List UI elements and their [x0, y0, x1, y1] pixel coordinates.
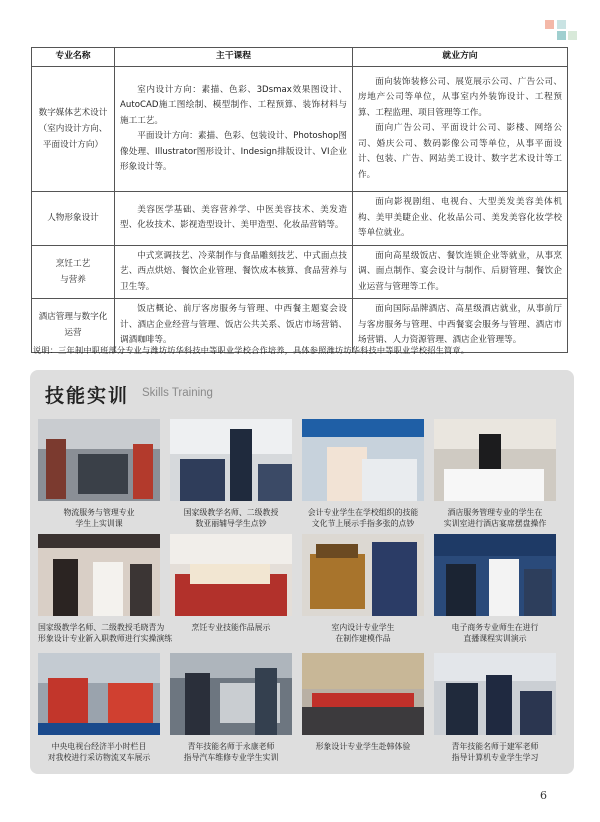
caption-line: 室内设计专业学生	[331, 623, 395, 632]
photo-caption	[38, 507, 160, 529]
course-paragraph: 室内设计方向：素描、色彩、3Dsmax效果图设计、AutoCAD施工图绘制、模型制作、工程预算、装饰材料与施工工艺。	[120, 84, 347, 126]
photo-card	[38, 419, 160, 529]
main-courses	[115, 299, 353, 353]
photo-caption	[170, 507, 292, 529]
photo-card	[170, 419, 292, 529]
photo-card	[434, 534, 556, 644]
caption-line: 数亚丽辅导学生点钞	[195, 519, 267, 528]
major-name-line: 数字媒体艺术设计	[38, 108, 108, 118]
course-paragraph: 饭店概论、前厅客房服务与管理、中西餐主题宴会设计、酒店企业经营与管理、饭店公共关系、饭店市场营销、调酒咖啡等。	[120, 304, 347, 345]
photo-card	[302, 534, 424, 644]
caption-line: 青年技能名师于永康老师	[187, 742, 275, 751]
caption-line: 物流服务与管理专业	[63, 508, 135, 517]
caption-line: 电子商务专业师生在进行	[451, 623, 539, 632]
photo-logistics-class	[38, 419, 160, 501]
photo-computer-class	[434, 653, 556, 735]
photo-card	[434, 653, 556, 763]
career-direction	[353, 67, 568, 192]
photo-card	[170, 534, 292, 633]
table-header-row	[32, 48, 568, 67]
major-name-line: 烹饪工艺	[55, 258, 91, 269]
course-paragraph: 美容医学基础、美容营养学、中医美容技术、美发造型、化妆技术、影视造型设计、美甲造型、化妆品营销等。	[120, 204, 347, 231]
photo-caption	[302, 741, 424, 752]
course-paragraph: 中式烹调技艺、冷菜制作与食品雕刻技艺、中式面点技艺、西点烘焙、餐饮企业管理、餐饮成本核算、食品营养与卫生等。	[120, 250, 347, 292]
header-career: 就业方向	[353, 48, 568, 67]
major-name	[32, 192, 115, 246]
photo-caption	[434, 741, 556, 763]
photo-cctv-forklift	[38, 653, 160, 735]
major-name-line: 运营	[64, 328, 82, 339]
career-paragraph: 面向广告公司、平面设计公司、影楼、网络公司、婚庆公司、数码影像公司等单位，从事平面设计、包装、广告、网站美工设计、数字艺术设计等工作。	[358, 123, 562, 180]
page-number: 6	[540, 789, 547, 802]
caption-line: 学生上实训课	[75, 519, 123, 528]
photo-card	[302, 419, 424, 529]
header-major-name: 专业名称	[32, 48, 115, 67]
major-name-line: 酒店管理与数字化	[38, 312, 108, 323]
career-paragraph: 面向影视剧组、电视台、大型美发美容美体机构、美甲美睫企业、化妆品公司、美发美容化妆学校等单位就业。	[358, 197, 562, 238]
major-name	[32, 245, 115, 299]
table-row	[32, 299, 568, 353]
header-courses: 主干课程	[115, 48, 353, 67]
caption-line: 青年技能名师于建军老师	[451, 742, 539, 751]
photo-accounting-skills	[302, 419, 424, 501]
caption-line: 会计专业学生在学校组织的技能	[307, 508, 419, 517]
caption-line: 烹饪专业技能作品展示	[191, 623, 271, 632]
caption-line: 中央电视台经济半小时栏目	[51, 742, 147, 751]
career-paragraph: 面向国际品牌酒店、高星级酒店就业，从事前厅与客房服务与管理、中西餐宴会服务与管理、酒店市场营销、人力资源管理、酒店企业管理等。	[358, 304, 562, 345]
photo-image-design-demo	[38, 534, 160, 616]
section-subtitle: Skills Training	[142, 387, 213, 399]
decorative-square	[545, 20, 554, 29]
major-name-line: （室内设计方向、	[38, 124, 108, 134]
photo-ecommerce-live	[434, 534, 556, 616]
caption-line: 酒店服务管理专业的学生在	[447, 508, 543, 517]
table-row	[32, 245, 568, 299]
caption-line: 形象设计专业新入职教师进行实操演练	[38, 634, 173, 643]
main-courses	[115, 245, 353, 299]
table-note: 说明：三年制中职班部分专业与潍坊坊华科技中等职业学校合作培养，具体参照潍坊坊华科技中等职业学校招生简章。	[33, 345, 470, 355]
photo-hotel-banquet	[434, 419, 556, 501]
photo-caption	[170, 622, 292, 633]
caption-line: 在制作建模作品	[335, 634, 391, 643]
caption-line: 形象设计专业学生赴韩体验	[315, 742, 411, 751]
decorative-square	[557, 31, 566, 40]
photo-korea-trip	[302, 653, 424, 735]
photo-counting-money	[170, 419, 292, 501]
career-paragraph: 面向高星级饭店、餐饮连锁企业等就业，从事烹调、面点制作、宴会设计与制作、后厨管理、餐饮企业运营与管理等工作。	[358, 250, 562, 292]
career-direction	[353, 192, 568, 246]
photo-caption	[434, 507, 556, 529]
photo-caption	[434, 622, 556, 644]
photo-card	[38, 534, 173, 644]
career-paragraph: 面向装饰装修公司、展览展示公司、广告公司、房地产公司等单位，从事室内外装饰设计、工程预算、工程监理、项目管理等工作。	[358, 76, 562, 118]
caption-line: 国家级教学名师、二级教授毛晓青为	[38, 623, 165, 632]
major-name-line: 平面设计方向）	[42, 140, 104, 150]
photo-caption	[302, 507, 424, 529]
majors-table	[31, 47, 568, 353]
major-name-line: 与营养	[60, 274, 86, 285]
caption-line: 文化节上展示手指多张的点钞	[311, 519, 415, 528]
table-row	[32, 192, 568, 246]
photo-caption	[170, 741, 292, 763]
caption-line: 对我校进行采访物流叉车展示	[47, 753, 151, 762]
main-courses	[115, 192, 353, 246]
main-courses	[115, 67, 353, 192]
photo-caption	[302, 622, 424, 644]
caption-line: 实训室进行酒店宴席摆盘操作	[443, 519, 547, 528]
photo-caption	[38, 741, 160, 763]
caption-line: 指导汽车维修专业学生实训	[183, 753, 279, 762]
major-name-line: 人物形象设计	[47, 213, 99, 224]
career-direction	[353, 245, 568, 299]
photo-caption	[38, 622, 173, 644]
major-name	[32, 67, 115, 192]
photo-card	[302, 653, 424, 752]
caption-line: 指导计算机专业学生学习	[451, 753, 539, 762]
decorative-square	[568, 31, 577, 40]
photo-card	[434, 419, 556, 529]
caption-line: 国家级教学名师、二级教授	[183, 508, 279, 517]
section-title: 技能实训	[45, 385, 130, 407]
photo-card	[38, 653, 160, 763]
photo-cooking-display	[170, 534, 292, 616]
photo-interior-model	[302, 534, 424, 616]
decorative-square	[557, 20, 566, 29]
photo-card	[170, 653, 292, 763]
photo-auto-repair	[170, 653, 292, 735]
course-paragraph: 平面设计方向：素描、色彩、包装设计、Photoshop图像处理、Illustrator图形设计、Indesign排版设计、VI企业形象设计等。	[120, 131, 347, 172]
major-name	[32, 299, 115, 353]
career-direction	[353, 299, 568, 353]
table-row	[32, 67, 568, 192]
caption-line: 直播课程实训演示	[463, 634, 527, 643]
